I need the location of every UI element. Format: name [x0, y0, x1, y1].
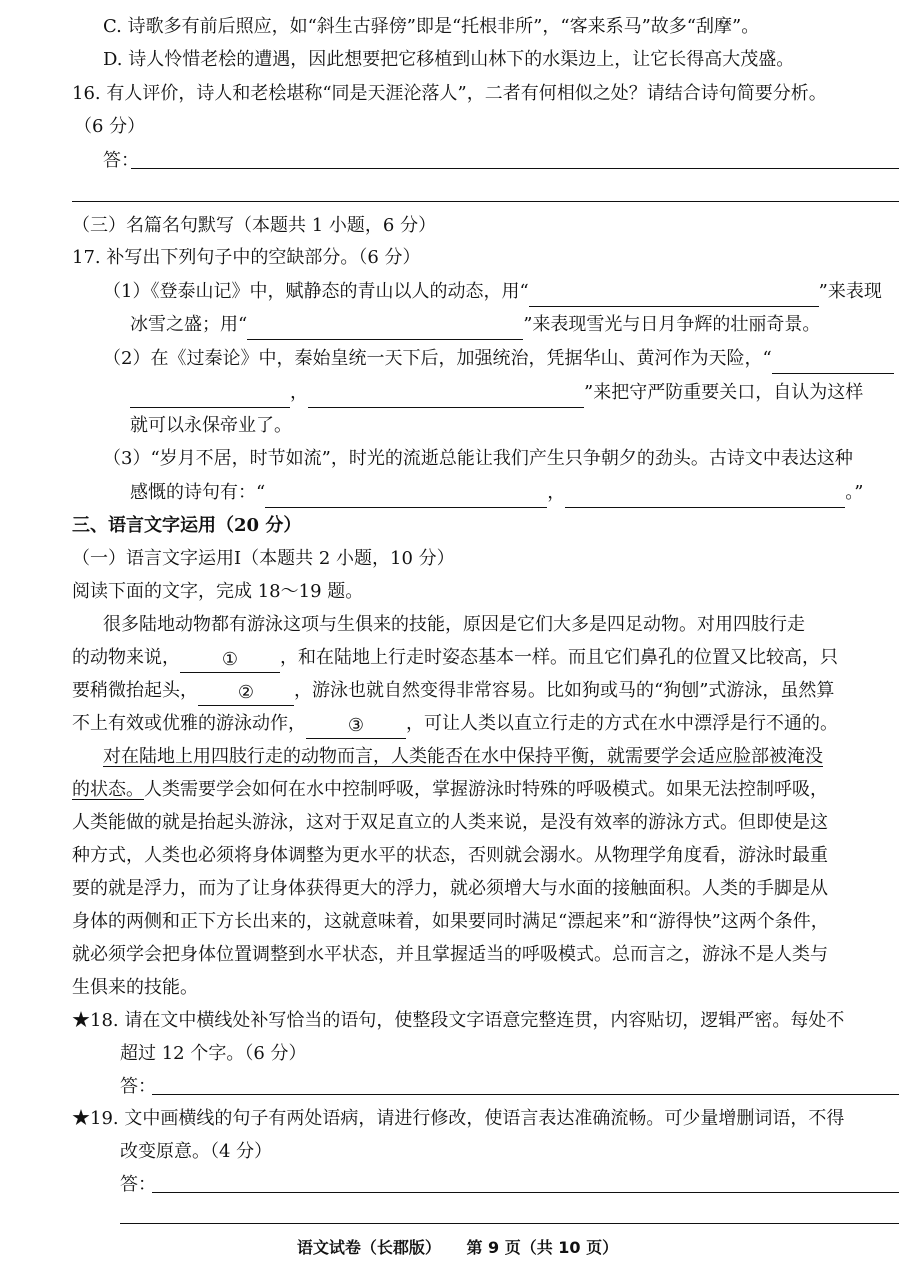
section-3-subheading: （三）名篇名句默写（本题共 1 小题，6 分） [72, 215, 437, 236]
q17-part1-line1 [103, 277, 882, 307]
passage-p2-line7: 就必须学会把身体位置调整到水平状态，并且掌握适当的呼吸模式。总而言之，游泳不是人类与 [72, 944, 828, 965]
q17-p3-text-d: 。” [845, 482, 864, 503]
q17-p3-text-b: 感慨的诗句有：“ [130, 482, 266, 503]
q17-blank-3a[interactable] [772, 351, 894, 374]
passage-p2-line6: 身体的两侧和正下方长出来的，这就意味着，如果要同时满足“漂起来”和“游得快”这两个条件， [72, 911, 829, 932]
passage-p1-line1: 很多陆地动物都有游泳这项与生俱来的技能，原因是它们大多是四足动物。对用四肢行走 [103, 614, 805, 635]
footer-page-number: 第 9 页（共 10 页） [466, 1238, 619, 1257]
q17-p2-text-c: ”来把守严防重要关口，自认为这样 [584, 382, 864, 403]
q17-p2-text-d: 就可以永保帝业了。 [130, 415, 292, 436]
q17-blank-3b[interactable] [130, 385, 290, 408]
q16-prompt: 16. 有人评价，诗人和老桧堪称“同是天涯沦落人”，二者有何相似之处？请结合诗句简要分析。 [72, 83, 827, 104]
passage-p1-line3 [72, 676, 834, 706]
passage-p2-line3: 人类能做的就是抬起头游泳，这对于双足直立的人类来说，是没有效率的游泳方式。但即使是这 [72, 812, 828, 833]
passage-p2-line5: 要的就是浮力，而为了让身体获得更大的浮力，就必须增大与水面的接触面积。人类的手脚是从 [72, 878, 828, 899]
q17-blank-4[interactable] [308, 385, 584, 408]
passage-text: 不上有效或优雅的游泳动作， [72, 713, 306, 734]
q17-p2-text-a: （2）在《过秦论》中，秦始皇统一天下后，加强统治，凭据华山、黄河作为天险，“ [103, 348, 772, 369]
q17-blank-1[interactable] [529, 284, 819, 307]
passage-text: 要稍微抬起头， [72, 680, 198, 701]
passage-text: 的动物来说， [72, 647, 180, 668]
q18-score: 超过 12 个字。（6 分） [120, 1043, 307, 1064]
passage-underlined-sentence-end: 的状态。 [72, 779, 144, 800]
passage-p2-line2 [72, 775, 828, 805]
q17-part3-line2 [130, 478, 863, 508]
passage-blank-3[interactable]: ③ [306, 714, 406, 739]
page-footer [0, 1234, 915, 1262]
passage-text: ，可让人类以直立行走的方式在水中漂浮是行不通的。 [406, 713, 838, 734]
q18-prompt: ★18. 请在文中横线处补写恰当的语句，使整段文字语意完整连贯，内容贴切，逻辑严密。每处不 [72, 1010, 845, 1031]
q17-blank-6[interactable] [565, 485, 845, 508]
passage-p1-line4 [72, 709, 838, 739]
q17-part2-line2 [130, 378, 863, 408]
q16-answer-line-1[interactable] [131, 168, 899, 169]
q17-p1-text-b: ”来表现 [818, 281, 882, 302]
q19-answer-label: 答： [120, 1174, 156, 1195]
passage-text: 人类需要学会如何在水中控制呼吸，掌握游泳时特殊的呼吸模式。如果无法控制呼吸， [144, 779, 828, 800]
q19-prompt: ★19. 文中画横线的句子有两处语病，请进行修改，使语言表达准确流畅。可少量增删词语，不得 [72, 1108, 845, 1129]
q15-option-d: D. 诗人怜惜老桧的遭遇，因此想要把它移植到山林下的水渠边上，让它长得高大茂盛。 [103, 49, 795, 70]
passage-blank-2[interactable]: ② [198, 681, 294, 706]
footer-title: 语文试卷（长郡版） [296, 1238, 441, 1257]
q17-part2-line1 [103, 344, 894, 374]
passage-blank-1[interactable]: ① [180, 648, 280, 673]
q17-blank-5[interactable] [265, 485, 547, 508]
q17-p1-text-d: ”来表现雪光与日月争辉的壮丽奇景。 [523, 314, 821, 335]
passage-text: ，和在陆地上行走时姿态基本一样。而且它们鼻孔的位置又比较高，只 [280, 647, 838, 668]
q17-part3-line1: （3）“岁月不居，时节如流”，时光的流逝总能让我们产生只争朝夕的劲头。古诗文中表达这种 [103, 448, 853, 469]
reading-instruction: 阅读下面的文字，完成 18～19 题。 [72, 581, 364, 602]
q17-p1-text-c: 冰雪之盛；用“ [130, 314, 248, 335]
q15-option-c: C. 诗歌多有前后照应，如“斜生古驿傍”即是“托根非所”，“客来系马”故多“刮摩”。 [103, 16, 760, 37]
passage-text: ，游泳也就自然变得非常容易。比如狗或马的“狗刨”式游泳，虽然算 [294, 680, 835, 701]
q18-answer-label: 答： [120, 1076, 156, 1097]
q18-answer-line[interactable] [152, 1094, 899, 1095]
q19-answer-line-2[interactable] [120, 1223, 899, 1224]
q17-blank-2[interactable] [247, 317, 523, 340]
q19-answer-line-1[interactable] [152, 1192, 899, 1193]
passage-p2-line8: 生俱来的技能。 [72, 977, 198, 998]
section-3-heading: 三、语言文字运用（20 分） [72, 515, 302, 536]
q17-prompt: 17. 补写出下列句子中的空缺部分。（6 分） [72, 247, 421, 268]
q16-answer-line-2[interactable] [72, 201, 899, 202]
q17-p2-text-b: ， [290, 382, 308, 403]
passage-p1-line2 [72, 643, 838, 673]
q16-score: （6 分） [74, 116, 146, 137]
passage-p2-line4: 种方式，人类也必须将身体调整为更水平的状态，否则就会溺水。从物理学角度看，游泳时最重 [72, 845, 828, 866]
q19-score: 改变原意。（4 分） [120, 1141, 273, 1162]
q17-p1-text-a: （1）《登泰山记》中，赋静态的青山以人的动态，用“ [103, 281, 529, 302]
q17-p3-text-c: ， [547, 482, 566, 503]
q17-part1-line2 [130, 310, 820, 340]
q16-answer-label: 答： [103, 150, 139, 171]
section-3-subheading-1: （一）语言文字运用Ⅰ（本题共 2 小题，10 分） [72, 548, 455, 569]
passage-underlined-sentence: 对在陆地上用四肢行走的动物而言，人类能否在水中保持平衡，就需要学会适应脸部被淹没 [103, 746, 823, 767]
